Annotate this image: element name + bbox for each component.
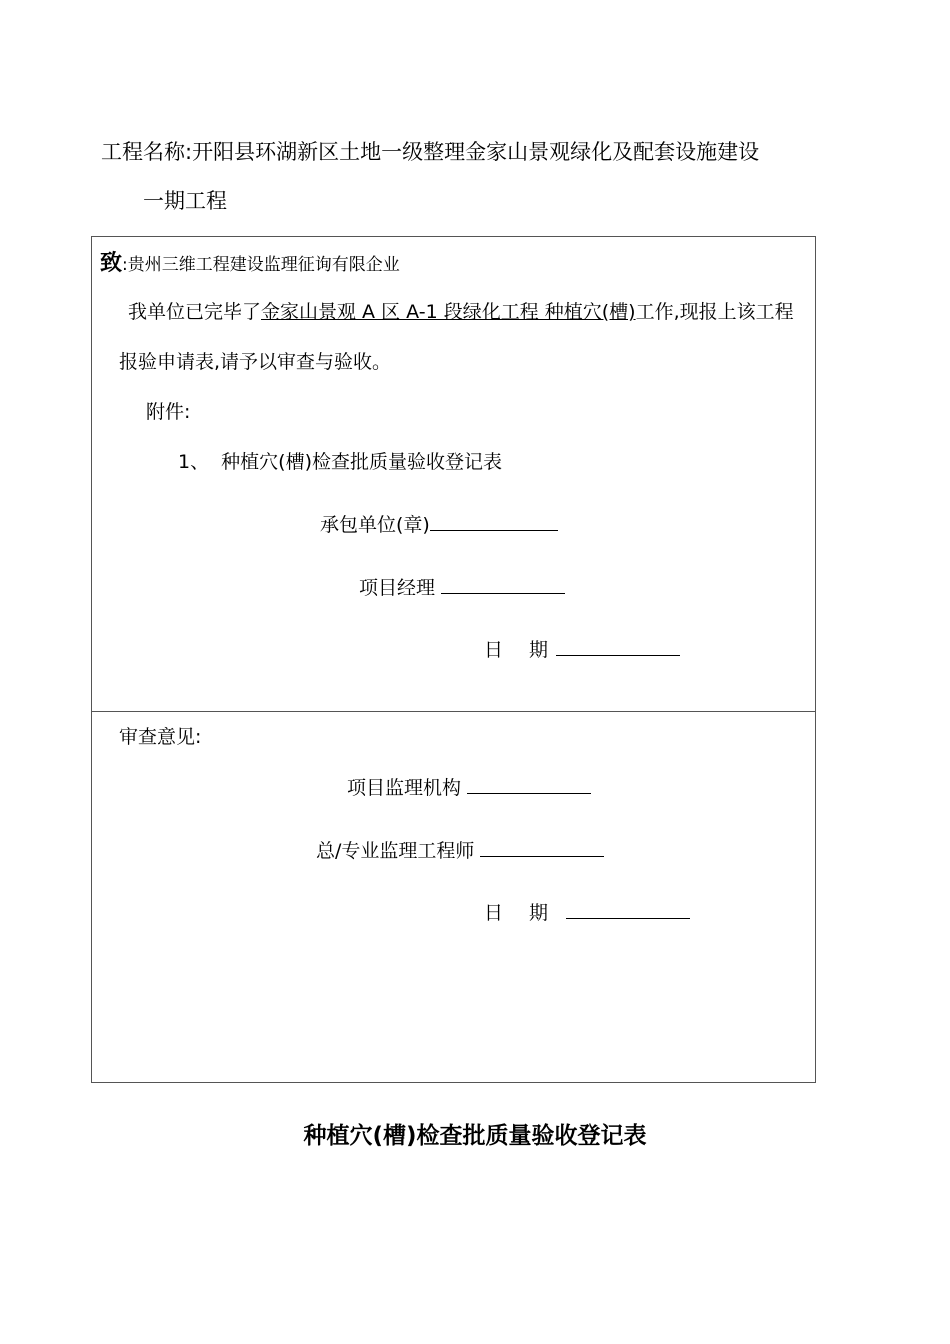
date-line-1[interactable] xyxy=(556,637,680,656)
next-form-title: 种植穴(槽)检查批质量验收登记表 xyxy=(303,1123,647,1149)
date-line-2[interactable] xyxy=(566,900,690,919)
supervision-org-label: 项目监理机构 xyxy=(347,777,462,799)
body-line-2: 报验申请表,请予以审查与验收。 xyxy=(119,351,392,373)
review-label: 审查意见: xyxy=(119,726,202,748)
manager-signature-row xyxy=(359,575,565,600)
date-row-2 xyxy=(484,900,690,925)
date-label-a: 日 xyxy=(484,902,504,924)
date-label-b: 期 xyxy=(529,902,549,924)
attachment-item: 1、 种植穴(槽)检查批质量验收登记表 xyxy=(178,451,502,473)
work-item: 金家山景观 A 区 A-1 段绿化工程 种植穴(槽) xyxy=(261,301,636,323)
attachments-label: 附件: xyxy=(146,401,191,423)
addressee-org: :贵州三维工程建设监理征询有限企业 xyxy=(122,255,400,275)
review-section xyxy=(91,711,816,1083)
engineer-row xyxy=(316,838,604,863)
contractor-label: 承包单位(章) xyxy=(320,514,430,536)
manager-label: 项目经理 xyxy=(359,577,436,599)
body-suffix: 工作,现报上该工程 xyxy=(635,301,794,323)
body-prefix: 我单位已完毕了 xyxy=(128,301,262,323)
date-row-1 xyxy=(484,637,680,662)
supervision-org-row xyxy=(347,775,591,800)
to-label: 致 xyxy=(100,251,123,276)
project-name-line-1: 工程名称:开阳县环湖新区土地一级整理金家山景观绿化及配套设施建设 xyxy=(101,140,760,164)
supervision-org-line[interactable] xyxy=(467,775,591,794)
contractor-signature-line[interactable] xyxy=(430,512,558,531)
contractor-signature-row xyxy=(320,512,558,537)
engineer-label: 总/专业监理工程师 xyxy=(316,840,475,862)
project-name-line-2: 一期工程 xyxy=(143,189,227,213)
date-label-a: 日 xyxy=(484,639,504,661)
manager-signature-line[interactable] xyxy=(441,575,565,594)
body-line-1 xyxy=(128,300,794,324)
addressee-line xyxy=(100,250,400,279)
date-label-b: 期 xyxy=(529,639,549,661)
engineer-signature-line[interactable] xyxy=(480,838,604,857)
